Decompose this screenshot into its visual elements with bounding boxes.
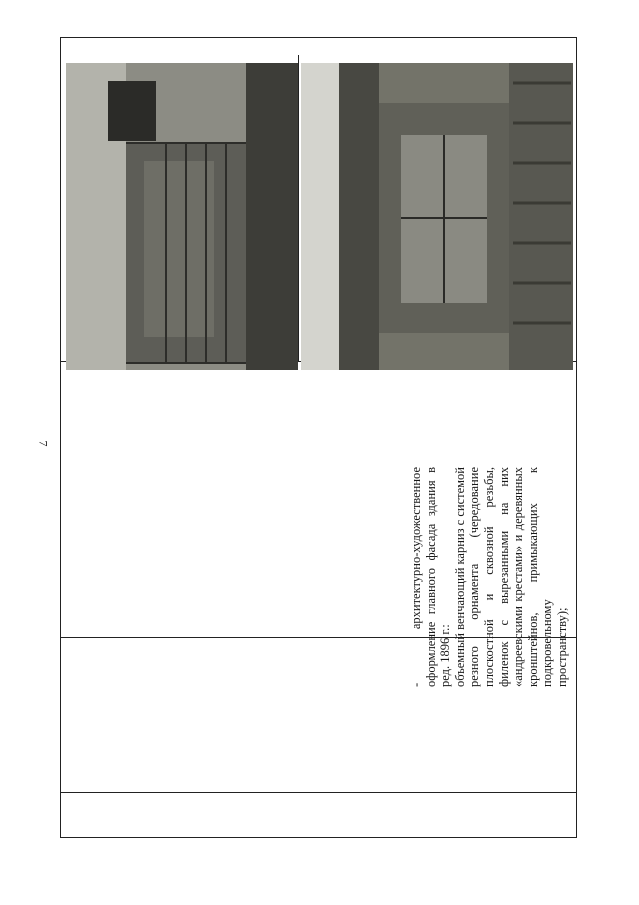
house-overall-photo <box>66 63 298 370</box>
description-line: пространству); <box>554 607 569 687</box>
page-number: 7 <box>36 440 51 447</box>
table-column-divider <box>298 55 299 361</box>
description-line: объемный венчающий карниз с системой резного орнамента (чередование плоскостной и сквозной резьбы, филенок с вырезанными на них «андреевскими крестами» и деревянных кронштейнов, примыкающих к подкровельному <box>452 467 555 687</box>
description-cell <box>409 467 639 687</box>
cornice-detail-photo <box>301 63 573 370</box>
document-table <box>60 37 577 838</box>
description-line: - архитектурно-художественное оформление главного фасада здания в ред. 1896 г.: <box>409 467 453 687</box>
table-row-divider <box>61 792 576 793</box>
